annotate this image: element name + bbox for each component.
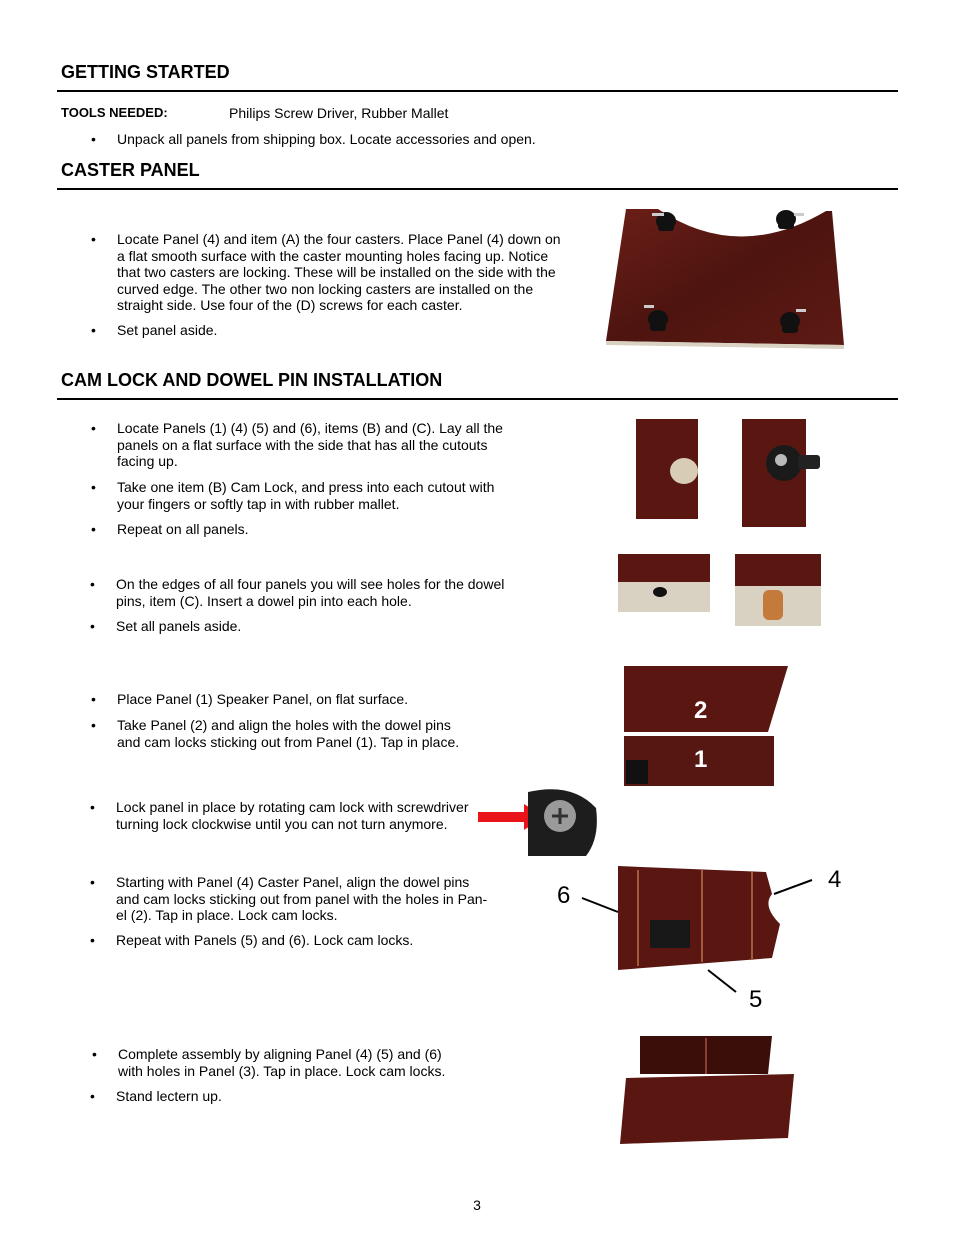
page-number: 3: [473, 1197, 481, 1213]
dowel-hole-photo: [618, 554, 710, 614]
list-item: • Lock panel in place by rotating cam lock with screwdriver turning lock clockwise until you can not turn anymore.: [90, 799, 469, 832]
tools-value: Philips Screw Driver, Rubber Mallet: [229, 105, 449, 121]
panel-label-2: 2: [694, 697, 708, 724]
caster-panel-photo: [600, 205, 848, 353]
list-item: • Locate Panel (4) and item (A) the four casters. Place Panel (4) down on a flat smooth surface with the caster mounting holes facing up. Notice that two casters are locking. These will be installed on the side with the curved edge. The other two non locking casters are installed on the straight side. Use four of the (D) screws for each caster.: [91, 231, 561, 313]
list-item: • Set all panels aside.: [90, 618, 242, 634]
tools-label: TOOLS NEEDED:: [61, 105, 168, 120]
list-item: • Take one item (B) Cam Lock, and press into each cutout with your fingers or softly tap in with rubber mallet.: [91, 479, 495, 512]
assembly-label-4: 4: [828, 866, 842, 893]
arrow-icon: [582, 890, 583, 891]
final-assembly-photo: [618, 1034, 798, 1146]
list-item: • Take Panel (2) and align the holes with the dowel pins and cam locks sticking out from Panel (1). Tap in place.: [91, 717, 460, 750]
section-title-caster-panel: CASTER PANEL: [61, 160, 200, 180]
list-item: • Locate Panels (1) (4) (5) and (6), items (B) and (C). Lay all the panels on a flat surface with the side that has all the cutouts facing up.: [91, 420, 503, 469]
red-arrow-icon: [478, 812, 479, 813]
list-item: • Set panel aside.: [91, 322, 218, 338]
assembly-label-5: 5: [749, 986, 763, 1013]
assembly-photo: [576, 862, 826, 1010]
panel-cutout-photo: [636, 419, 700, 521]
section-title-cam-lock: CAM LOCK AND DOWEL PIN INSTALLATION: [61, 370, 443, 390]
list-item: • Repeat with Panels (5) and (6). Lock cam locks.: [90, 932, 414, 948]
list-item: • Starting with Panel (4) Caster Panel, align the dowel pins and cam locks sticking out from panel with the holes in Pan- el (2). Tap in place. Lock cam locks.: [90, 874, 488, 923]
section-rule: [57, 188, 898, 190]
section-rule: [57, 398, 898, 400]
list-item: • Place Panel (1) Speaker Panel, on flat surface.: [91, 691, 409, 707]
assembly-label-6: 6: [557, 882, 571, 909]
list-item: • On the edges of all four panels you will see holes for the dowel pins, item (C). Insert a dowel pin into each hole.: [90, 576, 505, 609]
panel-label-1: 1: [694, 746, 708, 773]
cam-lock-rotate-photo: [476, 788, 600, 858]
dowel-pin-photo: [735, 554, 823, 628]
list-item: • Repeat on all panels.: [91, 521, 249, 537]
list-item: • Stand lectern up.: [90, 1088, 222, 1104]
list-item: • Unpack all panels from shipping box. Locate accessories and open.: [91, 131, 536, 147]
section-title-getting-started: GETTING STARTED: [61, 62, 230, 82]
list-item: • Complete assembly by aligning Panel (4) (5) and (6) with holes in Panel (3). Tap in place. Lock cam locks.: [92, 1046, 446, 1079]
cam-lock-photo: [742, 419, 848, 529]
section-rule: [57, 90, 898, 92]
